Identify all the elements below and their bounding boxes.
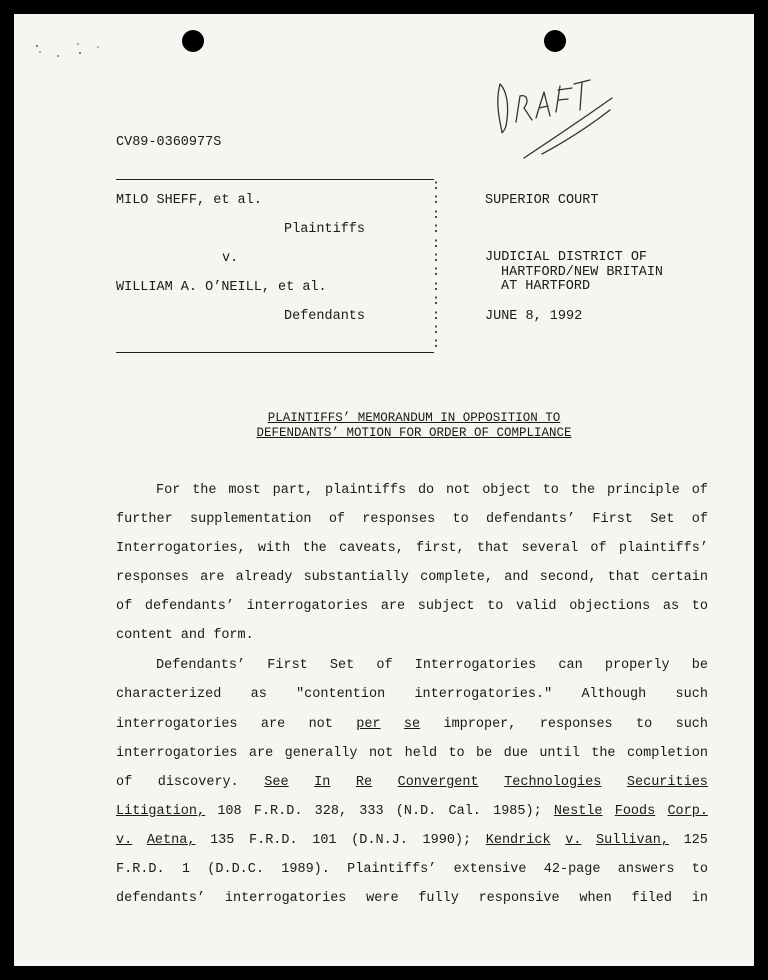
body-word: In [314, 775, 331, 790]
scan-specks [34, 34, 114, 64]
body-word: subject [417, 599, 475, 614]
body-word: 135 [210, 833, 235, 848]
body-word: Defendants’ [156, 658, 246, 673]
body-word: 42-page [543, 862, 601, 877]
body-word: of [376, 658, 393, 673]
binder-hole-right [544, 30, 566, 52]
body-word: Sullivan, [596, 833, 669, 848]
body-word: and [504, 570, 529, 585]
body-word: be [691, 658, 708, 673]
body-word: to [691, 599, 708, 614]
body-word: generally [284, 746, 358, 761]
body-word: Interrogatories [414, 658, 537, 673]
body-word: F.R.D. [253, 804, 303, 819]
judicial-district [485, 251, 663, 295]
defendant-name: WILLIAM A. O’NEILL, et al. [116, 280, 327, 295]
body-word: of [116, 599, 133, 614]
body-word: such [675, 717, 708, 732]
caption-rule-top [116, 179, 434, 180]
body-word: of [328, 512, 346, 527]
body-line [116, 773, 708, 793]
body-word: that [476, 541, 510, 556]
body-word: properly [604, 658, 670, 673]
body-word: supplementation [190, 512, 312, 527]
body-word: filed [631, 891, 673, 906]
body-word: of [116, 775, 133, 790]
body-word: 333 [359, 804, 384, 819]
body-word: when [579, 891, 612, 906]
body-word: F.R.D. [116, 862, 165, 877]
body-line [156, 656, 708, 676]
body-word: such [675, 687, 708, 702]
body-word: interrogatories [246, 599, 369, 614]
memorandum-title-line-1: PLAINTIFFS’ MEMORANDUM IN OPPOSITION TO [267, 411, 561, 425]
handwritten-draft-mark [484, 54, 624, 164]
body-word: discovery. [157, 775, 239, 790]
body-word: plaintiffs’ [618, 541, 708, 556]
body-word: further [116, 512, 173, 527]
body-word: F.R.D. [249, 833, 298, 848]
body-line [116, 802, 708, 822]
body-word: most [228, 483, 261, 498]
body-word: the [570, 483, 596, 498]
body-word: first, [416, 541, 465, 556]
body-word: (D.N.J. [351, 833, 408, 848]
body-word: be [476, 746, 493, 761]
body-word: substantially [303, 570, 409, 585]
body-word: Convergent [397, 775, 479, 790]
body-line [116, 889, 708, 909]
body-word: plaintiffs [325, 483, 407, 498]
body-word: 1985); [493, 804, 542, 819]
caption-rule-bottom [116, 352, 434, 353]
body-word: 108 [217, 804, 242, 819]
body-word: 1989). [281, 862, 330, 877]
plaintiffs-label: Plaintiffs [284, 222, 366, 237]
body-line [116, 685, 708, 705]
body-word: v. [565, 833, 582, 848]
body-word: Although [581, 687, 647, 702]
body-word: responses [116, 570, 189, 585]
body-word: Litigation, [116, 804, 206, 819]
body-word: 101 [312, 833, 337, 848]
body-word: to [636, 717, 653, 732]
plaintiff-name: MILO SHEFF, et al. [116, 193, 262, 208]
body-line [116, 715, 708, 735]
body-word: Kendrick [485, 833, 551, 848]
body-word: as [662, 599, 680, 614]
district-line-2: HARTFORD/NEW BRITAIN [501, 264, 664, 280]
body-word: with [257, 541, 291, 556]
body-word: First [267, 658, 308, 673]
body-word: complete, [420, 570, 494, 585]
body-word: answers [617, 862, 675, 877]
body-word: until [539, 746, 580, 761]
body-word: as [250, 687, 267, 702]
body-word: (D.D.C. [207, 862, 264, 877]
body-word: responses [539, 717, 613, 732]
body-word: improper, [443, 717, 517, 732]
body-word: Technologies [504, 775, 602, 790]
defendants-label: Defendants [284, 309, 366, 324]
binder-hole-left [182, 30, 204, 52]
body-word: to [487, 599, 504, 614]
body-word: of [691, 483, 708, 498]
body-line [116, 539, 708, 559]
body-line [156, 481, 708, 501]
body-word: due [503, 746, 528, 761]
body-word: to [452, 512, 469, 527]
versus-label: v. [222, 251, 239, 266]
body-word: interrogatories." [414, 687, 553, 702]
body-word: held [404, 746, 438, 761]
filing-date: JUNE 8, 1992 [485, 309, 583, 324]
body-word: Interrogatories, [116, 541, 246, 556]
caption-colon-column: : : : : : : : : : : : : [432, 179, 441, 353]
body-word: Cal. [448, 804, 481, 819]
body-word: second, [539, 570, 597, 585]
body-word: responses [362, 512, 436, 527]
body-word: to [691, 862, 708, 877]
body-word: the [302, 541, 327, 556]
body-word: in [691, 891, 708, 906]
body-word: defendants’ [116, 891, 206, 906]
body-word: caveats, [339, 541, 404, 556]
body-line [116, 831, 708, 851]
body-word: v. [116, 833, 133, 848]
body-line [116, 860, 708, 880]
body-word: Set [329, 658, 355, 673]
body-word: Securities [626, 775, 708, 790]
body-word: (N.D. [395, 804, 437, 819]
body-word: 1 [181, 862, 190, 877]
body-word: part, [272, 483, 314, 498]
body-word: the [591, 746, 616, 761]
body-word: Nestle [553, 804, 603, 819]
body-word: objections [569, 599, 651, 614]
body-word: defendants’ [485, 512, 576, 527]
document-page [14, 14, 754, 966]
body-word: Plaintiffs’ [347, 862, 437, 877]
body-word: Set [650, 512, 675, 527]
body-word: valid [516, 599, 557, 614]
body-word: interrogatories [116, 746, 238, 761]
body-line [116, 568, 708, 588]
body-word: Re [355, 775, 373, 790]
body-word: of [691, 512, 708, 527]
body-word: are [248, 746, 274, 761]
court-name: SUPERIOR COURT [485, 193, 599, 208]
body-word: 328, [314, 804, 348, 819]
body-word: can [558, 658, 583, 673]
body-line [116, 510, 708, 530]
body-word: not [368, 746, 394, 761]
body-word: were [366, 891, 399, 906]
body-word: interrogatories [224, 891, 347, 906]
body-word: several [521, 541, 579, 556]
body-word: Foods [614, 804, 656, 819]
body-word: extensive [453, 862, 527, 877]
body-word: do [417, 483, 435, 498]
district-line-3: AT HARTFORD [501, 279, 591, 295]
body-word: 1990); [422, 833, 472, 848]
body-word: interrogatories [116, 717, 238, 732]
body-line: content and form. [116, 628, 254, 643]
body-word: are [380, 599, 406, 614]
body-word: certain [651, 570, 708, 585]
body-word: First [592, 512, 633, 527]
body-word: already [235, 570, 293, 585]
body-word: not [446, 483, 471, 498]
body-word: See [264, 775, 289, 790]
body-word: not [308, 717, 333, 732]
body-word: Aetna, [146, 833, 196, 848]
body-word: object [482, 483, 531, 498]
body-word: principle [606, 483, 680, 498]
body-word: "contention [296, 687, 386, 702]
body-word: to [448, 746, 465, 761]
body-word: defendants’ [144, 599, 234, 614]
body-word: of [590, 541, 607, 556]
body-line [116, 597, 708, 617]
body-line [116, 744, 708, 764]
body-word: the [192, 483, 217, 498]
body-word: to [542, 483, 559, 498]
body-word: per [356, 717, 381, 732]
body-word: that [607, 570, 641, 585]
body-word: are [200, 570, 225, 585]
district-line-1: JUDICIAL DISTRICT OF [485, 250, 648, 265]
body-word: are [260, 717, 286, 732]
body-word: characterized [116, 687, 222, 702]
body-word: completion [626, 746, 708, 761]
body-word: 125 [683, 833, 708, 848]
memorandum-title-line-2: DEFENDANTS’ MOTION FOR ORDER OF COMPLIANCE [256, 426, 572, 440]
body-word: Corp. [667, 804, 708, 819]
docket-number: CV89-0360977S [116, 135, 222, 150]
body-word: se [403, 717, 421, 732]
body-word: For [156, 483, 181, 498]
body-word: responsive [478, 891, 560, 906]
body-word: fully [418, 891, 459, 906]
